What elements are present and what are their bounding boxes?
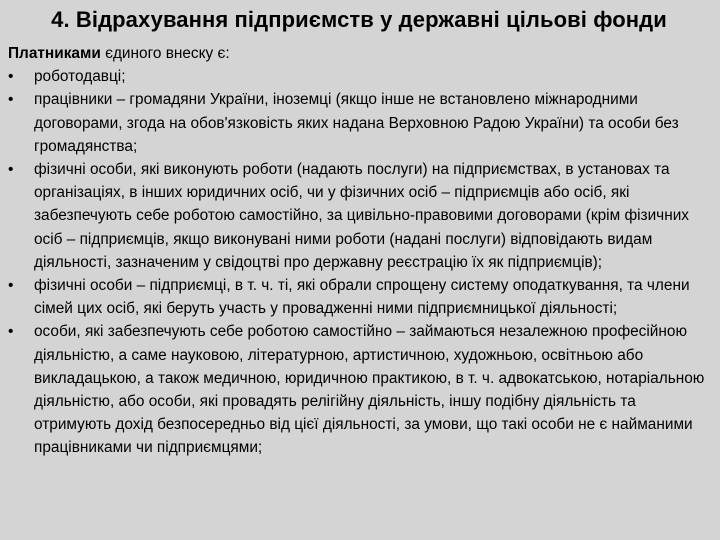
slide-title: 4. Відрахування підприємств у державні цільові фонди — [51, 7, 667, 32]
bullet-icon: • — [8, 323, 14, 341]
bullet-icon: • — [8, 68, 14, 86]
bullet-icon: • — [8, 161, 14, 179]
bullet-text: роботодавці; — [34, 68, 126, 86]
bullet-item-contractors — [8, 158, 710, 274]
bullet-text: особи, які забезпечують себе роботою самостійно – займаються незалежною професійною діяльністю, а саме науковою, літературною, артистичною, художньою, освітньою або викладацькою, а також медичною, юридичною практикою, в т. ч. адвокатською, нотаріальною діяльністю, або особи, які провадять релігійну діяльність, іншу подібну діяльність та отримують дохід безпосередньо від цієї діяльності, за умови, що такі особи не є найманими працівниками чи підприємцями; — [34, 323, 705, 457]
intro-line — [8, 42, 710, 65]
bullet-item-entrepreneurs — [8, 274, 710, 320]
intro-rest: єдиного внеску є: — [100, 45, 230, 62]
bullet-icon: • — [8, 277, 14, 295]
bullet-icon: • — [8, 91, 14, 109]
intro-bold-term: Платниками — [8, 45, 101, 62]
bullet-text: фізичні особи – підприємці, в т. ч. ті, які обрали спрощену систему оподаткування, та члени сімей цих осіб, які беруть участь у провадженні ними підприємницької діяльності; — [34, 277, 690, 318]
bullet-text: працівники – громадяни України, іноземці (якщо інше не встановлено міжнародними договорами, згода на обов'язковість яких надана Верховною Радою України) та особи без громадянства; — [34, 91, 679, 155]
bullet-item-employers — [8, 65, 710, 88]
bullet-list — [8, 65, 710, 459]
bullet-text: фізичні особи, які виконують роботи (надають послуги) на підприємствах, в установах та організаціях, в інших юридичних осіб, чи у фізичних осіб – підприємців або осіб, які забезпечують себе роботою самостійно, за цивільно-правовими договорами (крім фізичних осіб – підприємців, якщо виконувані ними роботи (надані послуги) відповідають видам діяльності, зазначеним у свідоцтві про державну реєстрацію їх як підприємців); — [34, 161, 689, 271]
bullet-item-employees — [8, 88, 710, 158]
bullet-item-self-employed — [8, 320, 710, 459]
